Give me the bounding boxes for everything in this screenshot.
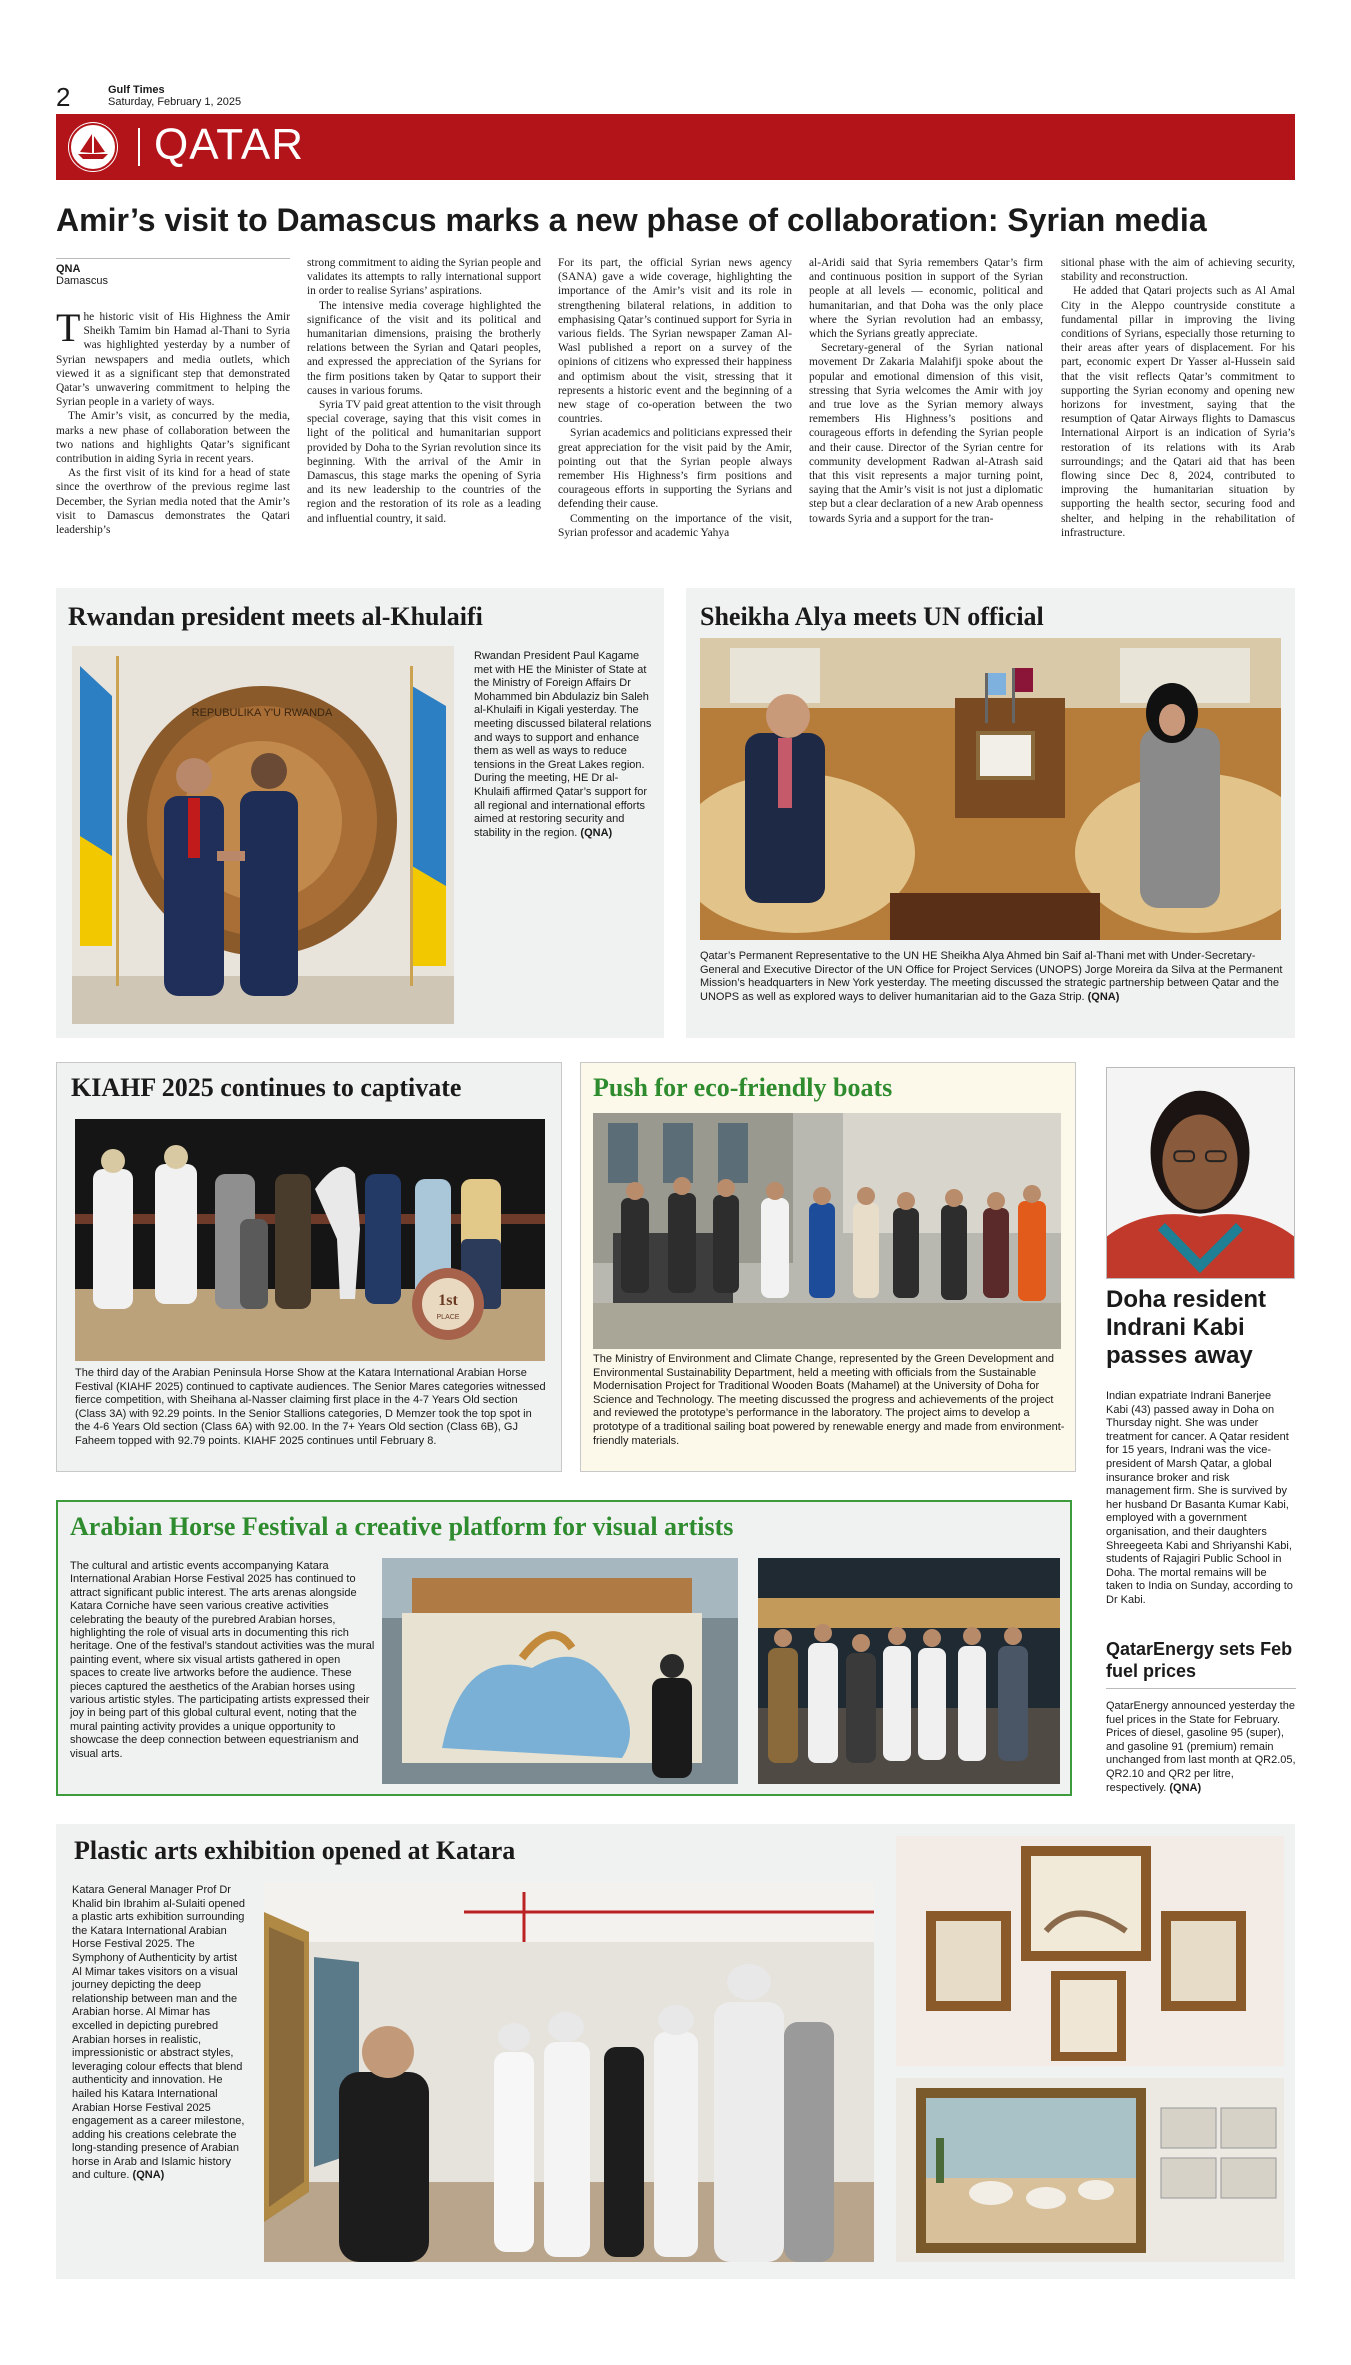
story-column-3	[558, 256, 792, 540]
story-column-2	[307, 256, 541, 526]
alya-caption-text: Qatar’s Permanent Representative to the UN HE Sheikha Alya Ahmed bin Saif al-Thani met with Under-Secretary-General and Executive Director of the UN Office for Project Services (UNOPS) Jorge Moreira da Silva at the Permanent Mission’s headquarters in New York yesterday. The meeting discussed the strategic partnership between Qatar and the UNOPS as well as explored ways to deliver humanitarian aid to the Gaza Strip.	[700, 950, 1283, 1003]
obituary-title: Doha resident Indrani Kabi passes away	[1106, 1286, 1267, 1369]
drop-cap: T	[56, 305, 81, 350]
paragraph: The intensive media coverage highlighted the significance of the visit and its political and humanitarian dimensions, praising the brotherly relations between the Syrian and Qatari peoples, and expressed the appreciation of the Syrians for the firm positions taken by Qatar to support their causes in various forums.	[307, 299, 541, 397]
plastic-panel	[56, 1824, 1295, 2279]
publication-date: Saturday, February 1, 2025	[108, 96, 242, 108]
emblem-text: REPUBULIKA Y'U RWANDA	[191, 707, 333, 719]
paragraph: As the first visit of its kind for a head of state since the overthrow of the previous regime last December, the Syrian media noted that the Amir’s visit to Damascus demonstrates the Qatari leadership’s	[56, 467, 290, 537]
kiahf-panel	[56, 1062, 562, 1472]
eco-title: Push for eco-friendly boats	[593, 1073, 893, 1102]
obituary-photo	[1106, 1067, 1295, 1279]
alya-title: Sheikha Alya meets UN official	[700, 602, 1044, 631]
rwanda-title: Rwandan president meets al-Khulaifi	[68, 602, 483, 631]
paragraph: he historic visit of His Highness the Amir Sheikh Tamim bin Hamad al-Thani to Syria was highlighted yesterday by a number of Syrian newspapers and media outlets, which viewed it as a significant step that demonstrated Qatar’s unwavering commitment to helping the Syrian people in a variety of ways.	[56, 311, 290, 409]
agency: QNA	[56, 263, 81, 275]
dhow-boat-icon	[68, 122, 118, 172]
arabian-title: Arabian Horse Festival a creative platform for visual artists	[70, 1512, 734, 1541]
paragraph: Syria TV paid great attention to the visit through special coverage, saying that this visit comes in light of the political and humanitarian support provided by Doha to the Syrian revolution since its beginning. With the arrival of the Amir in Damascus, this stage marks the opening of Syria and its new leadership to the countries of the region and the restoration of its role as a leading and influential country, it said.	[307, 399, 541, 525]
story-column-5	[1061, 256, 1295, 540]
credit: (QNA)	[1169, 1781, 1202, 1794]
kiahf-photo	[75, 1119, 545, 1361]
rwanda-photo	[72, 646, 454, 1024]
publication-name: Gulf Times	[108, 84, 165, 96]
fuel-text	[1106, 1700, 1296, 1795]
main-headline: Amir’s visit to Damascus marks a new phase of collaboration: Syrian media	[56, 202, 1207, 238]
paragraph: Syrian academics and politicians expressed their great appreciation for the visit paid by the Amir, pointing out that the Syrian people always remember His Highness’s firm positions and courageous efforts in supporting the Syrians and defending their cause.	[558, 427, 792, 511]
rwanda-body: Rwandan President Paul Kagame met with HE the Minister of State at the Ministry of Foreign Affairs Dr Mohammed bin Abdulaziz bin Saleh al-Khulaifi in Kigali yesterday. The meeting discussed bilateral relations and ways to support and enhance them as well as ways to reduce tensions in the Great Lakes region. During the meeting, HE Dr al-Khulaifi affirmed Qatar’s support for all regional and international efforts aimed at restoring security and stability in the region.	[474, 650, 652, 839]
fuel-body: QatarEnergy announced yesterday the fuel prices in the State for February. Prices of diesel, gasoline 95 (super), and gasoline 91 (premium) remain unchanged from last month at QR2.05, QR2.10 and QR2 per litre, respectively.	[1106, 1700, 1296, 1794]
horse-painting-photo	[896, 2078, 1284, 2262]
paragraph: strong commitment to aiding the Syrian people and validates its attempts to rally international support in order to realise Syrians’ aspirations.	[307, 257, 541, 298]
wreath-sub: PLACE	[436, 1314, 460, 1321]
alya-photo	[700, 638, 1281, 940]
eco-photo	[593, 1113, 1061, 1349]
paragraph: Commenting on the importance of the visit, Syrian professor and academic Yahya	[558, 512, 792, 539]
credit: (QNA)	[1087, 990, 1120, 1003]
section-name: QATAR	[154, 120, 305, 169]
credit: (QNA)	[580, 826, 613, 839]
section-banner	[56, 114, 1295, 180]
alya-panel	[686, 588, 1295, 1038]
story-column-4	[809, 256, 1043, 526]
plastic-body: Katara General Manager Prof Dr Khalid bin Ibrahim al-Sulaiti opened a plastic arts exhibition surrounding the Katara International Arabian Horse Festival 2025. The Symphony of Authenticity by artist Al Mimar takes visitors on a visual journey depicting the deep relationship between man and the Arabian horse. Al Mimar has excelled in depicting purebred Arabian horses in realistic, impressionistic or abstract styles, leveraging colour effects that blend authenticity and innovation. He hailed his Katara International Arabian Horse Festival 2025 engagement as a career milestone, adding his creations celebrate the long-standing presence of Arabian horse in Arab and Islamic history and culture.	[72, 1884, 246, 2182]
arabian-text: The cultural and artistic events accompanying Katara International Arabian Horse Festival 2025 has continued to attract significant public interest. The arts arenas alongside Katara Corniche have seen various creative activities celebrating the beauty of the purebred Arabian horses, highlighting the role of visual arts in documenting this rich heritage. One of the festival’s standout activities was the mural painting event, where six visual artists gathered in open spaces to create live artworks before the audience. These pieces captured the aesthetics of the Arabian horses using various artistic styles. The participating artists expressed their joy in being part of this global cultural event, noting that the mural painting activity provides a unique opportunity to showcase the deep connection between equestrianism and visual arts.	[70, 1560, 375, 1760]
credit: (QNA)	[132, 2169, 165, 2182]
dateline: Damascus	[56, 275, 108, 287]
artists-group-photo	[758, 1558, 1060, 1784]
eco-caption: The Ministry of Environment and Climate Change, represented by the Green Development and Environmental Sustainability Department, held a meeting with officials from the Sustainable Modernisation Project for Traditional Wooden Boats (Mahamel) at the University of Doha for Science and Technology. The meeting discussed the progress and achievements of the project and reviewed the prototype’s performance in the laboratory. The project aims to develop a prototype of a traditional sailing boat powered by renewable energy and made from environment-friendly materials.	[593, 1353, 1065, 1447]
masthead	[108, 84, 241, 108]
plastic-title: Plastic arts exhibition opened at Katara	[74, 1836, 516, 1865]
paragraph: He added that Qatari projects such as Al Amal City in the Aleppo countryside constitute a fundamental pillar in improving the living conditions of Syrians, especially those returning to their areas after years of displacement. For his part, economic expert Dr Yasser al-Hussein said that the visit reflects Qatar’s commitment to supporting the Syrian economy and opening new horizons for investment, saying that the resumption of Qatar Airways flights to Damascus International Airport is an indication of Syria’s restoration of its relations with its Arab surroundings; and the Qatari aid that has been flowing since Dec 8, 2024, contributed to improving the humanitarian situation by supporting the health sector, securing food and shelter, and helping in the rehabilitation of infrastructure.	[1061, 285, 1295, 539]
kiahf-caption: The third day of the Arabian Peninsula Horse Show at the Katara International Arabian Horse Festival (KIAHF 2025) continued to captivate audiences. The Senior Mares categories witnessed fierce competition, with Sheihana al-Nasser claiming first place in the 4-7 Years Old section (Class 3A) with 92.29 points. In the Senior Stallions categories, D Memzer took the top spot in the 4-6 Years Old section (Class 6A) with 92.00. In the 7+ Years Old section (Class 6B), GJ Faheem topped with 92.79 points. KIAHF 2025 continues until February 8.	[75, 1367, 546, 1447]
alya-caption	[700, 950, 1285, 1004]
paragraph: The Amir’s visit, as concurred by the media, marks a new phase of collaboration between the two nations and highlights Qatar’s significant contribution in aiding Syria in recent years.	[56, 410, 290, 466]
story-column-1	[56, 305, 290, 537]
plastic-text	[72, 1884, 248, 2183]
arabian-panel	[56, 1500, 1072, 1796]
eco-panel	[580, 1062, 1076, 1472]
exhibition-photo	[264, 1882, 874, 2262]
mural-photo	[382, 1558, 738, 1784]
obituary-text: Indian expatriate Indrani Banerjee Kabi (43) passed away in Doha on Thursday night. She was under treatment for cancer. A Qatar resident for 15 years, Indrani was the vice-president of Marsh Qatar, a global insurance broker and risk management firm. She is survived by her husband Dr Basanta Kumar Kabi, employed with a government organisation, and their daughters Shreegeeta Kabi and Shriyanshi Kabi, students of Rajagiri Public School in Doha. The mortal remains will be taken to India on Sunday, according to Dr Kabi.	[1106, 1390, 1293, 1606]
paragraph: For its part, the official Syrian news agency (SANA) gave a wide coverage, highlighting the importance of the Amir’s visit and its role in strengthening bilateral relations, in addition to emphasising Qatar’s continued support for Syria in various fields. The Syrian newspaper Zaman Al-Wasl published a report on a survey of the opinions of citizens who expressed their happiness and optimism about the visit, stressing that it represents a historic event and the beginning of a new stage of co-operation between the two countries.	[558, 257, 792, 426]
rwanda-panel	[56, 588, 664, 1038]
paragraph: sitional phase with the aim of achieving security, stability and reconstruction.	[1061, 257, 1295, 284]
paintings-wall-photo	[896, 1836, 1284, 2066]
rwanda-text	[474, 650, 652, 840]
paragraph: Secretary-general of the Syrian national movement Dr Zakaria Malahifji spoke about the popular and emotional dimension of this visit, stressing that Syria welcomes the Amir with joy and true love as the Syrian memory always remembers His Highness’s positions and courageous efforts in defending the Syrian people and their cause. Director of the Syrian centre for community development Radwan al-Atrash said that this visit represents a major turning point, saying that the Amir’s visit is not just a diplomatic step but a clear declaration of a new Arab openness towards Syria and a support for the tran-	[809, 342, 1043, 525]
paragraph: al-Aridi said that Syria remembers Qatar’s firm and continuous position in support of the Syrian people at all levels — economic, political and humanitarian, and that Doha was the only place where the Syrian revolution had an embassy, which the Syrians greatly appreciate.	[809, 257, 1043, 341]
page-number: 2	[56, 82, 71, 112]
byline	[56, 258, 290, 287]
kiahf-title: KIAHF 2025 continues to captivate	[71, 1073, 462, 1102]
wreath-label: 1st	[438, 1292, 458, 1309]
fuel-title: QatarEnergy sets Feb fuel prices	[1106, 1638, 1296, 1689]
